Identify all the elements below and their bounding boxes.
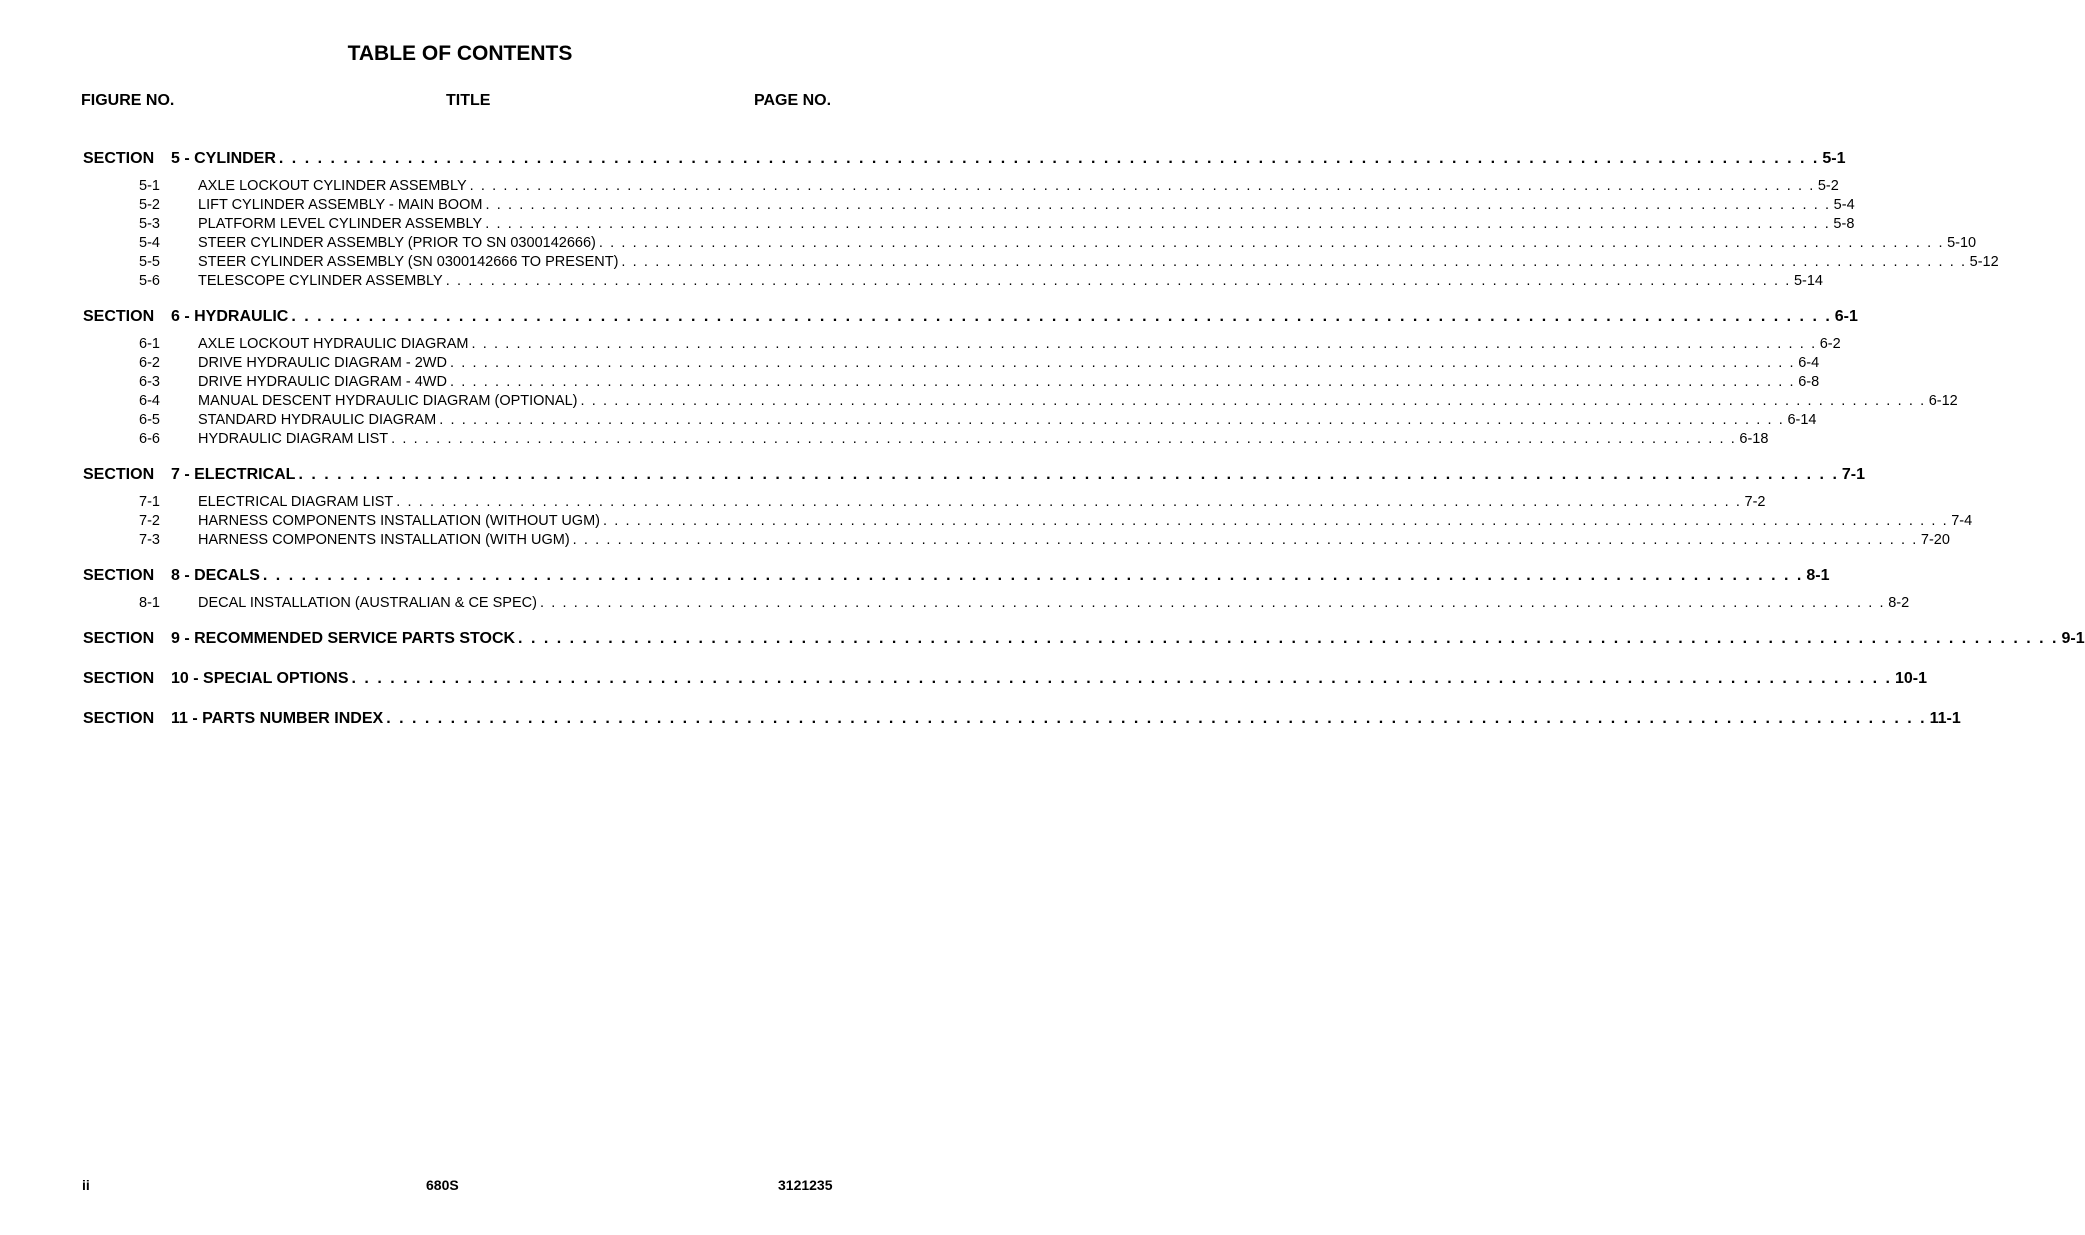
figure-number: 6-3 — [139, 374, 160, 390]
section-spacer — [83, 292, 819, 308]
section-entry[interactable] — [83, 567, 1830, 591]
section-page-number: 6-1 — [1834, 308, 1858, 325]
figure-entry[interactable] — [139, 355, 1820, 374]
section-title: 9 - RECOMMENDED SERVICE PARTS STOCK — [171, 630, 516, 647]
figure-page-number: 7-20 — [1920, 532, 1950, 548]
figure-title: DRIVE HYDRAULIC DIAGRAM - 4WD — [198, 374, 447, 390]
figure-number: 6-5 — [139, 412, 160, 428]
page-title: TABLE OF CONTENTS — [347, 42, 573, 65]
figure-number: 6-4 — [139, 393, 160, 409]
footer-doc-number: 3121235 — [778, 1177, 833, 1193]
figure-list — [83, 494, 1973, 551]
figure-title: HARNESS COMPONENTS INSTALLATION (WITHOUT UGM) — [198, 513, 600, 529]
figure-title: LIFT CYLINDER ASSEMBLY - MAIN BOOM — [198, 197, 483, 213]
figure-title: MANUAL DESCENT HYDRAULIC DIAGRAM (OPTIONAL) — [198, 393, 578, 409]
dot-leader: . . . . . . . . . . . . . . . . . . . . . . . . . . . . . . . . . . . . . . . . . . . . . . . . . . . . . . . . . . . . . . . . . . . . . . . . . . . . . . . . . . . . . . . . . . . . . . . . . . . . . . . . . . . . . . . . . . . . . . . . — [469, 178, 1815, 194]
figure-entry[interactable] — [139, 254, 1999, 273]
figure-page-number: 5-14 — [1793, 273, 1823, 289]
figure-number: 5-3 — [139, 216, 160, 232]
section-spacer — [83, 614, 819, 630]
figure-number: 5-1 — [139, 178, 160, 194]
figure-number: 5-5 — [139, 254, 160, 270]
section-spacer — [83, 694, 819, 710]
dot-leader: . . . . . . . . . . . . . . . . . . . . . . . . . . . . . . . . . . . . . . . . . . . . . . . . . . . . . . . . . . . . . . . . . . . . . . . . . . . . . . . . . . . . . . . . . . . . . . . . . . . . . . . . . . . . . . . . . . . . . . . . — [386, 710, 1927, 727]
section-label: SECTION — [83, 466, 155, 483]
figure-title: TELESCOPE CYLINDER ASSEMBLY — [198, 273, 443, 289]
section-title: 6 - HYDRAULIC — [171, 308, 289, 325]
figure-list — [83, 595, 1910, 614]
figure-page-number: 5-4 — [1833, 197, 1855, 213]
section-label: SECTION — [83, 308, 155, 325]
figure-number: 6-6 — [139, 431, 160, 447]
figure-page-number: 8-2 — [1888, 595, 1910, 611]
dot-leader: . . . . . . . . . . . . . . . . . . . . . . . . . . . . . . . . . . . . . . . . . . . . . . . . . . . . . . . . . . . . . . . . . . . . . . . . . . . . . . . . . . . . . . . . . . . . . . . . . . . . . . . . . . . . . . . . . . . . . . . . — [278, 150, 1820, 167]
dot-leader: . . . . . . . . . . . . . . . . . . . . . . . . . . . . . . . . . . . . . . . . . . . . . . . . . . . . . . . . . . . . . . . . . . . . . . . . . . . . . . . . . . . . . . . . . . . . . . . . . . . . . . . . . . . . . . . . . . . . . . . . — [396, 494, 1742, 510]
figure-number: 8-1 — [139, 595, 160, 611]
dot-leader: . . . . . . . . . . . . . . . . . . . . . . . . . . . . . . . . . . . . . . . . . . . . . . . . . . . . . . . . . . . . . . . . . . . . . . . . . . . . . . . . . . . . . . . . . . . . . . . . . . . . . . . . . . . . . . . . . . . . . . . . — [298, 466, 1839, 483]
section-spacer — [83, 654, 819, 670]
section-title: 8 - DECALS — [171, 567, 260, 584]
figure-number: 7-1 — [139, 494, 160, 510]
section-title: 11 - PARTS NUMBER INDEX — [171, 710, 384, 727]
figure-page-number: 6-18 — [1739, 431, 1769, 447]
section-entry[interactable] — [83, 466, 1866, 490]
figure-title: AXLE LOCKOUT HYDRAULIC DIAGRAM — [198, 336, 469, 352]
section-page-number: 7-1 — [1841, 466, 1866, 483]
section-page-number: 8-1 — [1806, 567, 1830, 584]
figure-title: STEER CYLINDER ASSEMBLY (SN 0300142666 TO PRESENT) — [198, 254, 619, 270]
section-label: SECTION — [83, 630, 155, 647]
figure-number: 7-2 — [139, 513, 160, 529]
figure-entry[interactable] — [139, 235, 1977, 254]
figure-entry[interactable] — [139, 494, 1766, 513]
section-page-number: 11-1 — [1929, 710, 1961, 727]
dot-leader: . . . . . . . . . . . . . . . . . . . . . . . . . . . . . . . . . . . . . . . . . . . . . . . . . . . . . . . . . . . . . . . . . . . . . . . . . . . . . . . . . . . . . . . . . . . . . . . . . . . . . . . . . . . . . . . . . . . . . . . . — [449, 355, 1796, 371]
section-title: 5 - CYLINDER — [171, 150, 276, 167]
figure-number: 6-1 — [139, 336, 160, 352]
section-entry[interactable] — [83, 308, 1858, 332]
figure-page-number: 6-4 — [1798, 355, 1820, 371]
figure-entry[interactable] — [139, 178, 1839, 197]
figure-number: 6-2 — [139, 355, 160, 371]
figure-title: DRIVE HYDRAULIC DIAGRAM - 2WD — [198, 355, 447, 371]
figure-page-number: 5-12 — [1969, 254, 1999, 270]
figure-entry[interactable] — [139, 431, 1769, 450]
dot-leader: . . . . . . . . . . . . . . . . . . . . . . . . . . . . . . . . . . . . . . . . . . . . . . . . . . . . . . . . . . . . . . . . . . . . . . . . . . . . . . . . . . . . . . . . . . . . . . . . . . . . . . . . . . . . . . . . . . . . . . . . — [518, 630, 2059, 647]
section-spacer — [83, 450, 819, 466]
figure-page-number: 7-2 — [1744, 494, 1766, 510]
figure-entry[interactable] — [139, 374, 1820, 393]
toc-list — [83, 150, 2085, 734]
figure-title: STEER CYLINDER ASSEMBLY (PRIOR TO SN 0300142666) — [198, 235, 596, 251]
figure-title: PLATFORM LEVEL CYLINDER ASSEMBLY — [198, 216, 483, 232]
figure-page-number: 5-8 — [1833, 216, 1855, 232]
figure-entry[interactable] — [139, 216, 1855, 235]
figure-title: ELECTRICAL DIAGRAM LIST — [198, 494, 394, 510]
section-spacer — [83, 551, 819, 567]
figure-entry[interactable] — [139, 513, 1973, 532]
figure-number: 7-3 — [139, 532, 160, 548]
footer-model: 680S — [426, 1177, 459, 1193]
figure-number: 5-6 — [139, 273, 160, 289]
dot-leader: . . . . . . . . . . . . . . . . . . . . . . . . . . . . . . . . . . . . . . . . . . . . . . . . . . . . . . . . . . . . . . . . . . . . . . . . . . . . . . . . . . . . . . . . . . . . . . . . . . . . . . . . . . . . . . . . . . . . . . . . — [485, 216, 1831, 232]
dot-leader: . . . . . . . . . . . . . . . . . . . . . . . . . . . . . . . . . . . . . . . . . . . . . . . . . . . . . . . . . . . . . . . . . . . . . . . . . . . . . . . . . . . . . . . . . . . . . . . . . . . . . . . . . . . . . . . . . . . . . . . . — [445, 273, 1791, 289]
section-page-number: 5-1 — [1822, 150, 1846, 167]
column-header-figure: FIGURE NO. — [81, 92, 175, 109]
figure-title: HARNESS COMPONENTS INSTALLATION (WITH UGM) — [198, 532, 570, 548]
figure-page-number: 5-10 — [1947, 235, 1977, 251]
section-entry[interactable] — [83, 150, 1846, 174]
figure-page-number: 6-2 — [1819, 336, 1841, 352]
figure-page-number: 6-8 — [1798, 374, 1820, 390]
figure-entry[interactable] — [139, 336, 1841, 355]
figure-list — [83, 336, 1958, 450]
section-title: 10 - SPECIAL OPTIONS — [171, 670, 349, 687]
figure-title: AXLE LOCKOUT CYLINDER ASSEMBLY — [198, 178, 467, 194]
dot-leader: . . . . . . . . . . . . . . . . . . . . . . . . . . . . . . . . . . . . . . . . . . . . . . . . . . . . . . . . . . . . . . . . . . . . . . . . . . . . . . . . . . . . . . . . . . . . . . . . . . . . . . . . . . . . . . . . . . . . . . . . — [262, 567, 1804, 584]
figure-entry[interactable] — [139, 273, 1823, 292]
dot-leader: . . . . . . . . . . . . . . . . . . . . . . . . . . . . . . . . . . . . . . . . . . . . . . . . . . . . . . . . . . . . . . . . . . . . . . . . . . . . . . . . . . . . . . . . . . . . . . . . . . . . . . . . . . . . . . . . . . . . . . . . — [449, 374, 1796, 390]
figure-entry[interactable] — [139, 595, 1910, 614]
dot-leader: . . . . . . . . . . . . . . . . . . . . . . . . . . . . . . . . . . . . . . . . . . . . . . . . . . . . . . . . . . . . . . . . . . . . . . . . . . . . . . . . . . . . . . . . . . . . . . . . . . . . . . . . . . . . . . . . . . . . . . . . — [291, 308, 1832, 325]
footer-page-number: ii — [82, 1177, 90, 1193]
dot-leader: . . . . . . . . . . . . . . . . . . . . . . . . . . . . . . . . . . . . . . . . . . . . . . . . . . . . . . . . . . . . . . . . . . . . . . . . . . . . . . . . . . . . . . . . . . . . . . . . . . . . . . . . . . . . . . . . . . . . . . . . — [598, 235, 1945, 251]
dot-leader: . . . . . . . . . . . . . . . . . . . . . . . . . . . . . . . . . . . . . . . . . . . . . . . . . . . . . . . . . . . . . . . . . . . . . . . . . . . . . . . . . . . . . . . . . . . . . . . . . . . . . . . . . . . . . . . . . . . . . . . . — [621, 254, 1967, 270]
section-label: SECTION — [83, 150, 155, 167]
dot-leader: . . . . . . . . . . . . . . . . . . . . . . . . . . . . . . . . . . . . . . . . . . . . . . . . . . . . . . . . . . . . . . . . . . . . . . . . . . . . . . . . . . . . . . . . . . . . . . . . . . . . . . . . . . . . . . . . . . . . . . . . — [391, 431, 1737, 447]
figure-list — [83, 178, 1999, 292]
dot-leader: . . . . . . . . . . . . . . . . . . . . . . . . . . . . . . . . . . . . . . . . . . . . . . . . . . . . . . . . . . . . . . . . . . . . . . . . . . . . . . . . . . . . . . . . . . . . . . . . . . . . . . . . . . . . . . . . . . . . . . . . — [485, 197, 1831, 213]
column-header-page: PAGE NO. — [754, 92, 832, 109]
section-title: 7 - ELECTRICAL — [171, 466, 296, 483]
figure-number: 5-2 — [139, 197, 160, 213]
figure-entry[interactable] — [139, 412, 1817, 431]
figure-number: 5-4 — [139, 235, 160, 251]
figure-page-number: 7-4 — [1951, 513, 1973, 529]
column-header-title: TITLE — [446, 92, 491, 109]
section-entry[interactable] — [83, 670, 1927, 694]
figure-title: STANDARD HYDRAULIC DIAGRAM — [198, 412, 437, 428]
figure-entry[interactable] — [139, 197, 1855, 216]
dot-leader: . . . . . . . . . . . . . . . . . . . . . . . . . . . . . . . . . . . . . . . . . . . . . . . . . . . . . . . . . . . . . . . . . . . . . . . . . . . . . . . . . . . . . . . . . . . . . . . . . . . . . . . . . . . . . . . . . . . . . . . . — [580, 393, 1926, 409]
figure-page-number: 6-14 — [1787, 412, 1817, 428]
figure-title: HYDRAULIC DIAGRAM LIST — [198, 431, 389, 447]
dot-leader: . . . . . . . . . . . . . . . . . . . . . . . . . . . . . . . . . . . . . . . . . . . . . . . . . . . . . . . . . . . . . . . . . . . . . . . . . . . . . . . . . . . . . . . . . . . . . . . . . . . . . . . . . . . . . . . . . . . . . . . . — [603, 513, 1949, 529]
section-entry[interactable] — [83, 710, 1961, 734]
section-page-number: 9-1 — [2061, 630, 2085, 647]
section-page-number: 10-1 — [1894, 670, 1927, 687]
dot-leader: . . . . . . . . . . . . . . . . . . . . . . . . . . . . . . . . . . . . . . . . . . . . . . . . . . . . . . . . . . . . . . . . . . . . . . . . . . . . . . . . . . . . . . . . . . . . . . . . . . . . . . . . . . . . . . . . . . . . . . . . — [439, 412, 1785, 428]
dot-leader: . . . . . . . . . . . . . . . . . . . . . . . . . . . . . . . . . . . . . . . . . . . . . . . . . . . . . . . . . . . . . . . . . . . . . . . . . . . . . . . . . . . . . . . . . . . . . . . . . . . . . . . . . . . . . . . . . . . . . . . . — [471, 336, 1817, 352]
figure-page-number: 5-2 — [1817, 178, 1839, 194]
figure-page-number: 6-12 — [1928, 393, 1958, 409]
figure-entry[interactable] — [139, 393, 1958, 412]
figure-entry[interactable] — [139, 532, 1950, 551]
dot-leader: . . . . . . . . . . . . . . . . . . . . . . . . . . . . . . . . . . . . . . . . . . . . . . . . . . . . . . . . . . . . . . . . . . . . . . . . . . . . . . . . . . . . . . . . . . . . . . . . . . . . . . . . . . . . . . . . . . . . . . . . — [351, 670, 1892, 687]
section-label: SECTION — [83, 567, 155, 584]
dot-leader: . . . . . . . . . . . . . . . . . . . . . . . . . . . . . . . . . . . . . . . . . . . . . . . . . . . . . . . . . . . . . . . . . . . . . . . . . . . . . . . . . . . . . . . . . . . . . . . . . . . . . . . . . . . . . . . . . . . . . . . . — [572, 532, 1918, 548]
dot-leader: . . . . . . . . . . . . . . . . . . . . . . . . . . . . . . . . . . . . . . . . . . . . . . . . . . . . . . . . . . . . . . . . . . . . . . . . . . . . . . . . . . . . . . . . . . . . . . . . . . . . . . . . . . . . . . . . . . . . . . . . — [539, 595, 1886, 611]
section-label: SECTION — [83, 710, 155, 727]
section-label: SECTION — [83, 670, 155, 687]
figure-title: DECAL INSTALLATION (AUSTRALIAN & CE SPEC) — [198, 595, 537, 611]
section-entry[interactable] — [83, 630, 2085, 654]
